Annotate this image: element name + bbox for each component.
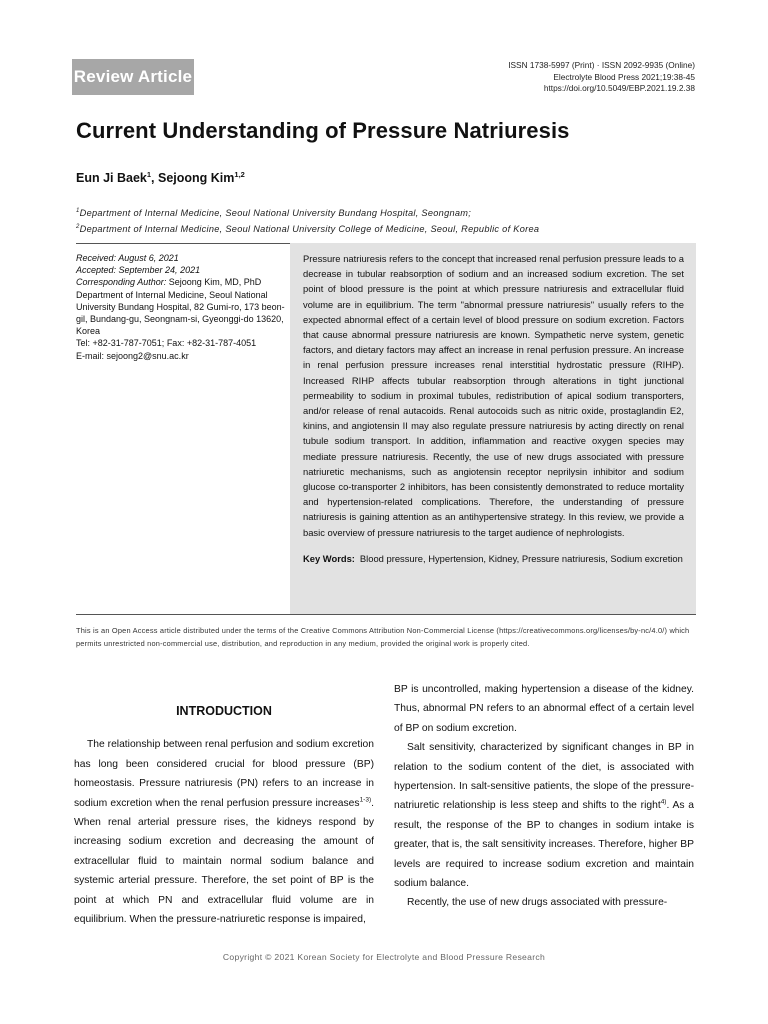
body-paragraph-continued: BP is uncontrolled, making hypertension a disease of the kidney. Thus, abnormal PN refers to an abnormal effect of a certain level of BP on sodium excretion. xyxy=(394,684,694,734)
article-title: Current Understanding of Pressure Natriuresis xyxy=(76,118,570,143)
author-name: Eun Ji Baek xyxy=(76,171,147,186)
affiliation-number: 1 xyxy=(76,208,80,214)
correspondence-box xyxy=(76,252,290,362)
citation-line: Electrolyte Blood Press 2021;19:38-45 xyxy=(553,71,695,82)
article-type-badge: Review Article xyxy=(72,59,194,95)
corresponding-author xyxy=(76,276,290,288)
affiliation-line xyxy=(76,220,539,236)
keywords-label: Key Words: xyxy=(303,552,355,564)
corresponding-name: Sejoong Kim, MD, PhD xyxy=(166,277,262,288)
body-text: The relationship between renal perfusion and sodium excretion has long been considered crucial for blood pressure (BP) homeostasis. Pressure natriuresis (PN) refers to an increase in sodium excretion when the renal perfusion pressure increases xyxy=(74,739,374,809)
reference-mark[interactable]: 4) xyxy=(660,799,667,807)
body-text: Salt sensitivity, characterized by significant changes in BP in relation to the sodium content of the diet, is associated with hypertension. In salt-sensitive patients, the slope of the pressure-natriuretic relationship is less steep and shifts to the right xyxy=(394,742,694,812)
body-paragraph xyxy=(74,735,374,929)
body-column-right xyxy=(394,680,694,913)
body-paragraph: Recently, the use of new drugs associated with pressure- xyxy=(407,897,668,909)
license-note: This is an Open Access article distributed under the terms of the Creative Commons Attribution Non-Commercial License (https://creativecommons.org/licenses/by-nc/4.0/) which permits unrestricted non-commercial use, distribution, and reproduction in any medium, provided the original work is properly cited. xyxy=(76,626,690,648)
abstract-box xyxy=(290,243,696,614)
keywords xyxy=(303,551,684,566)
corresponding-label: Corresponding Author: xyxy=(76,277,167,288)
reference-mark[interactable]: 1-3) xyxy=(359,796,372,804)
section-heading: INTRODUCTION xyxy=(176,704,272,718)
accepted-date: Accepted: September 24, 2021 xyxy=(76,265,201,276)
author-list xyxy=(76,170,245,185)
affiliation-text: Department of Internal Medicine, Seoul National University Bundang Hospital, Seongnam; xyxy=(79,208,472,219)
body-text: . As a result, the response of the BP to changes in sodium intake is greater, that is, the salt sensitivity increases. Therefore, higher BP levels are required to increase sodium excretion and maintain sodium balance. xyxy=(394,800,694,890)
author-affiliation-mark: 1 xyxy=(146,170,152,179)
journal-info xyxy=(508,60,695,95)
abstract-text: Pressure natriuresis refers to the concept that increased renal perfusion pressure leads to a decrease in tubular reabsorption of sodium and an increased sodium excretion. The set point of blood pressure is the point at which pressure natriuresis and extracellular fluid volume are in equilibrium. The term "abnormal pressure natriuresis" usually refers to the expected abnormal effect of a certain level of blood pressure on sodium excretion. Factors that cause abnormal pressure natriuresis are known. Sympathetic nerve system, genetic factors, and dietary factors may affect an increase in renal perfusion pressure. An increase in renal perfusion pressure increases renal interstitial hydrostatic pressure (RIHP). Increased RIHP affects tubular reabsorption through alterations in tight junctional permeability to sodium in proximal tubules, redistribution of apical sodium transporters, and/or release of renal autacoids. Renal autocoids such as nitric oxide, prostaglandin E2, kinins, and angiotensin II may also regulate pressure natriuresis by acting directly on renal tubule sodium transport. In addition, inflammation and reactive oxygen species may mediate pressure natriuresis. Recently, the use of new drugs associated with pressure natriuretic mechanisms, such as angiotensin receptor neprilysin inhibitor and sodium glucose co-transporter 2 inhibitors, has been consistently demonstrated to reduce mortality and hypertension-related complications. Therefore, the understanding of pressure natriuresis is gaining attention as an antihypertensive strategy. In this review, we provide a basic overview of pressure natriuresis to the target audience of nephrologists. xyxy=(303,253,684,538)
affiliation-number: 2 xyxy=(76,224,80,231)
corresponding-address: Department of Internal Medicine, Seoul National University Bundang Hospital, 82 Gumi-ro, 173 beon-gil, Bundang-gu, Seongnam-si, Gyeonggi-do 13620, Korea xyxy=(76,289,285,337)
author-affiliation-mark: 1,2 xyxy=(234,170,245,179)
author-separator: , xyxy=(151,171,158,186)
corresponding-email[interactable]: E-mail: sejoong2@snu.ac.kr xyxy=(76,350,189,361)
affiliations xyxy=(76,204,539,236)
doi-link[interactable]: https://doi.org/10.5049/EBP.2021.19.2.38 xyxy=(543,83,695,93)
copyright-footer: Copyright © 2021 Korean Society for Electrolyte and Blood Pressure Research xyxy=(222,952,546,962)
received-date: Received: August 6, 2021 xyxy=(76,253,179,263)
corresponding-phone: Tel: +82-31-787-7051; Fax: +82-31-787-4051 xyxy=(76,338,257,349)
body-paragraph xyxy=(394,738,694,893)
body-text: . When renal arterial pressure rises, the kidneys respond by increasing sodium excretion and decreasing the amount of extracellular fluid to maintain normal sodium balance and systemic arterial pressure. Therefore, the set point of BP is the point at which PN and extracellular fluid volume are in equilibrium. When the pressure-natriuretic response is impaired, xyxy=(74,797,374,926)
affiliation-text: Department of Internal Medicine, Seoul National University College of Medicine, Seoul, Republic of Korea xyxy=(79,224,540,235)
bottom-divider xyxy=(76,614,696,615)
affiliation-line xyxy=(76,204,539,220)
keywords-list: Blood pressure, Hypertension, Kidney, Pressure natriuresis, Sodium excretion xyxy=(359,552,683,564)
author-name: Sejoong Kim xyxy=(158,171,235,186)
body-column-left xyxy=(74,680,374,929)
issn-line: ISSN 1738-5997 (Print) · ISSN 2092-9935 (Online) xyxy=(508,60,695,70)
